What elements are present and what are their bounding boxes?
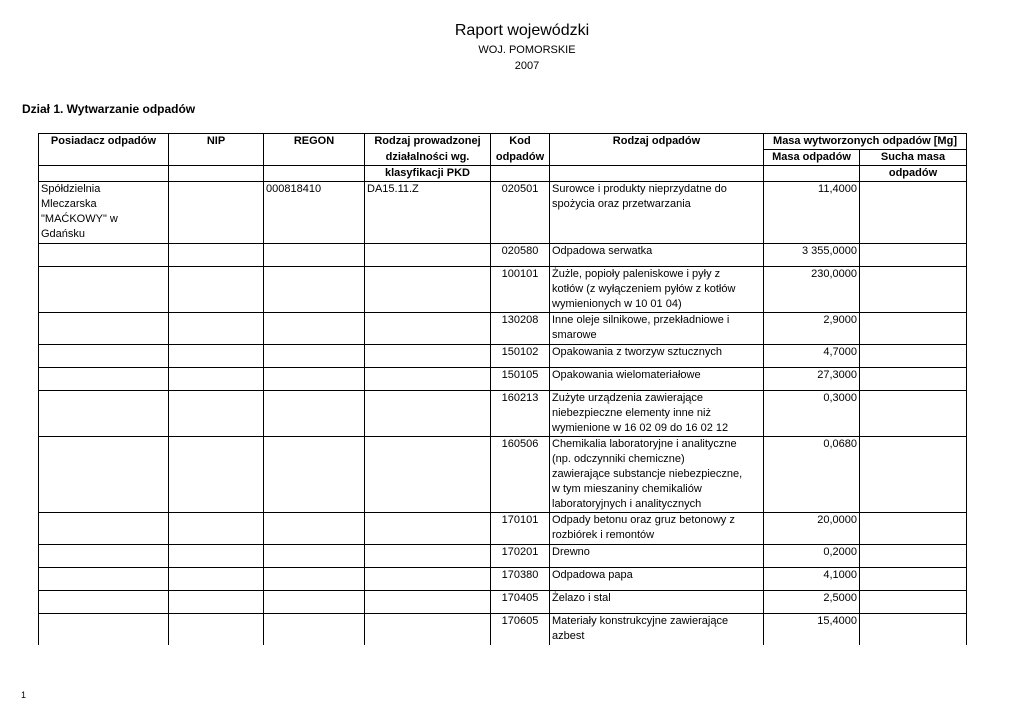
nip-cell — [169, 368, 264, 391]
mass-cell: 4,7000 — [764, 345, 860, 368]
nip-cell — [169, 267, 264, 313]
waste-type-line: Zużyte urządzenia zawierające — [552, 392, 704, 404]
waste-code-cell: 130208 — [491, 313, 550, 345]
holder-name-line: Gdańsku — [41, 228, 86, 240]
mass-cell: 20,0000 — [764, 513, 860, 545]
waste-code-cell: 170101 — [491, 513, 550, 545]
waste-type-cell — [550, 391, 764, 437]
report-year: 2007 — [514, 60, 540, 72]
mass-cell: 11,4000 — [764, 182, 860, 244]
mass-cell: 15,4000 — [764, 614, 860, 645]
waste-type-line: spożycia oraz przetwarzania — [552, 198, 691, 210]
holder-cell — [39, 568, 169, 591]
waste-type-line: w tym mieszaniny chemikaliów — [552, 483, 702, 495]
mass-cell: 4,1000 — [764, 568, 860, 591]
nip-cell — [169, 244, 264, 267]
dry-mass-cell — [860, 368, 967, 391]
nip-cell — [169, 591, 264, 614]
regon-cell — [264, 345, 365, 368]
mass-cell: 0,0680 — [764, 437, 860, 513]
dry-mass-cell — [860, 267, 967, 313]
pkd-cell — [365, 591, 491, 614]
waste-type-cell — [550, 267, 764, 313]
dry-mass-cell — [860, 545, 967, 568]
regon-cell — [264, 391, 365, 437]
waste-type-cell — [550, 313, 764, 345]
waste-type-cell — [550, 545, 764, 568]
holder-cell — [39, 591, 169, 614]
waste-type-line: Materiały konstrukcyjne zawierające — [552, 615, 729, 627]
holder-cell — [39, 313, 169, 345]
report-voivodeship: WOJ. POMORSKIE — [478, 44, 576, 56]
waste-type-line: Inne oleje silnikowe, przekładniowe i — [552, 314, 730, 326]
mass-cell: 2,5000 — [764, 591, 860, 614]
mass-cell: 0,3000 — [764, 391, 860, 437]
table-row — [39, 437, 967, 513]
header-holder: Posiadacz odpadów — [39, 134, 169, 150]
regon-cell — [264, 368, 365, 391]
waste-type-line: (np. odczynniki chemiczne) — [552, 453, 685, 465]
waste-type-line: rozbiórek i remontów — [552, 529, 655, 541]
header-regon: REGON — [264, 134, 365, 150]
table-row — [39, 513, 967, 545]
holder-name-line: "MAĆKOWY" w — [41, 213, 118, 225]
nip-cell — [169, 437, 264, 513]
pkd-cell — [365, 267, 491, 313]
nip-cell — [169, 568, 264, 591]
holder-cell — [39, 437, 169, 513]
waste-type-line: laboratoryjnych i analitycznych — [552, 498, 702, 510]
waste-type-line: azbest — [552, 630, 585, 642]
table-row — [39, 267, 967, 313]
dry-mass-cell — [860, 591, 967, 614]
dry-mass-cell — [860, 614, 967, 645]
mass-cell: 0,2000 — [764, 545, 860, 568]
waste-type-cell — [550, 182, 764, 244]
dry-mass-cell — [860, 244, 967, 267]
header-code-line2: odpadów — [491, 150, 550, 166]
waste-code-cell: 100101 — [491, 267, 550, 313]
nip-cell — [169, 513, 264, 545]
holder-cell — [39, 513, 169, 545]
dry-mass-cell — [860, 391, 967, 437]
waste-type-line: Chemikalia laboratoryjne i analityczne — [552, 438, 737, 450]
pkd-cell — [365, 545, 491, 568]
pkd-cell — [365, 368, 491, 391]
nip-cell — [169, 313, 264, 345]
holder-cell — [39, 182, 169, 244]
waste-type-line: Odpadowa papa — [552, 569, 633, 581]
waste-code-cell: 020501 — [491, 182, 550, 244]
waste-type-cell — [550, 513, 764, 545]
waste-type-cell — [550, 437, 764, 513]
holder-cell — [39, 391, 169, 437]
nip-cell — [169, 391, 264, 437]
regon-cell: 000818410 — [264, 182, 365, 244]
waste-type-line: Surowce i produkty nieprzydatne do — [552, 183, 727, 195]
waste-code-cell: 160213 — [491, 391, 550, 437]
section-heading: Dział 1. Wytwarzanie odpadów — [22, 102, 196, 116]
waste-code-cell: 170605 — [491, 614, 550, 645]
pkd-cell: DA15.11.Z — [365, 182, 491, 244]
waste-type-cell — [550, 591, 764, 614]
holder-cell — [39, 368, 169, 391]
report-title: Raport wojewódzki — [454, 22, 590, 39]
table-row — [39, 244, 967, 267]
header-activity-line3: klasyfikacji PKD — [365, 166, 491, 182]
waste-type-cell — [550, 368, 764, 391]
pkd-cell — [365, 437, 491, 513]
waste-type-line: Opakowania wielomateriałowe — [552, 369, 701, 381]
regon-cell — [264, 244, 365, 267]
holder-name-line: Mleczarska — [41, 198, 97, 210]
header-activity-line2: działalności wg. — [365, 150, 491, 166]
header-dry-mass-line2: odpadów — [860, 166, 967, 182]
table-row — [39, 591, 967, 614]
pkd-cell — [365, 391, 491, 437]
table-row — [39, 391, 967, 437]
waste-code-cell: 170201 — [491, 545, 550, 568]
dry-mass-cell — [860, 513, 967, 545]
table-row — [39, 545, 967, 568]
waste-type-cell — [550, 568, 764, 591]
dry-mass-cell — [860, 437, 967, 513]
regon-cell — [264, 437, 365, 513]
mass-cell: 230,0000 — [764, 267, 860, 313]
regon-cell — [264, 513, 365, 545]
regon-cell — [264, 267, 365, 313]
waste-code-cell: 020580 — [491, 244, 550, 267]
holder-cell — [39, 345, 169, 368]
waste-type-line: Drewno — [552, 546, 590, 558]
mass-cell: 3 355,0000 — [764, 244, 860, 267]
waste-type-line: wymienionych w 10 01 04) — [552, 298, 682, 310]
waste-code-cell: 170380 — [491, 568, 550, 591]
dry-mass-cell — [860, 313, 967, 345]
pkd-cell — [365, 345, 491, 368]
waste-type-cell — [550, 244, 764, 267]
header-mass-group: Masa wytworzonych odpadów [Mg] — [764, 134, 967, 150]
nip-cell — [169, 182, 264, 244]
holder-name-line: Spółdzielnia — [41, 183, 101, 195]
regon-cell — [264, 313, 365, 345]
pkd-cell — [365, 614, 491, 645]
nip-cell — [169, 614, 264, 645]
waste-table — [38, 133, 967, 645]
table-row — [39, 182, 967, 244]
waste-type-line: Żelazo i stal — [552, 592, 611, 604]
waste-type-cell — [550, 614, 764, 645]
nip-cell — [169, 545, 264, 568]
waste-type-line: niebezpieczne elementy inne niż — [552, 407, 711, 419]
table-row — [39, 368, 967, 391]
dry-mass-cell — [860, 345, 967, 368]
waste-code-cell: 150102 — [491, 345, 550, 368]
table-row — [39, 568, 967, 591]
page-number: 1 — [21, 690, 27, 700]
regon-cell — [264, 614, 365, 645]
holder-cell — [39, 244, 169, 267]
waste-type-line: Żużle, popioły paleniskowe i pyły z — [552, 268, 721, 280]
holder-cell — [39, 267, 169, 313]
mass-cell: 2,9000 — [764, 313, 860, 345]
holder-cell — [39, 614, 169, 645]
regon-cell — [264, 591, 365, 614]
waste-type-line: smarowe — [552, 329, 597, 341]
header-mass: Masa odpadów — [764, 150, 860, 166]
nip-cell — [169, 345, 264, 368]
table-row — [39, 345, 967, 368]
dry-mass-cell — [860, 182, 967, 244]
waste-type-line: Opakowania z tworzyw sztucznych — [552, 346, 722, 358]
header-code: Kod — [491, 134, 550, 150]
header-waste-type: Rodzaj odpadów — [550, 134, 764, 150]
table-row — [39, 313, 967, 345]
waste-type-line: Odpady betonu oraz gruz betonowy z — [552, 514, 735, 526]
pkd-cell — [365, 568, 491, 591]
waste-type-line: Odpadowa serwatka — [552, 245, 653, 257]
header-activity: Rodzaj prowadzonej — [365, 134, 491, 150]
dry-mass-cell — [860, 568, 967, 591]
pkd-cell — [365, 513, 491, 545]
mass-cell: 27,3000 — [764, 368, 860, 391]
pkd-cell — [365, 313, 491, 345]
waste-type-line: wymienione w 16 02 09 do 16 02 12 — [552, 422, 729, 434]
header-nip: NIP — [169, 134, 264, 150]
waste-code-cell: 150105 — [491, 368, 550, 391]
waste-code-cell: 160506 — [491, 437, 550, 513]
regon-cell — [264, 568, 365, 591]
header-dry-mass: Sucha masa — [860, 150, 967, 166]
waste-type-cell — [550, 345, 764, 368]
table-row — [39, 614, 967, 645]
regon-cell — [264, 545, 365, 568]
pkd-cell — [365, 244, 491, 267]
holder-cell — [39, 545, 169, 568]
waste-type-line: kotłów (z wyłączeniem pyłów z kotłów — [552, 283, 736, 295]
waste-type-line: zawierające substancje niebezpieczne, — [552, 468, 743, 480]
waste-code-cell: 170405 — [491, 591, 550, 614]
